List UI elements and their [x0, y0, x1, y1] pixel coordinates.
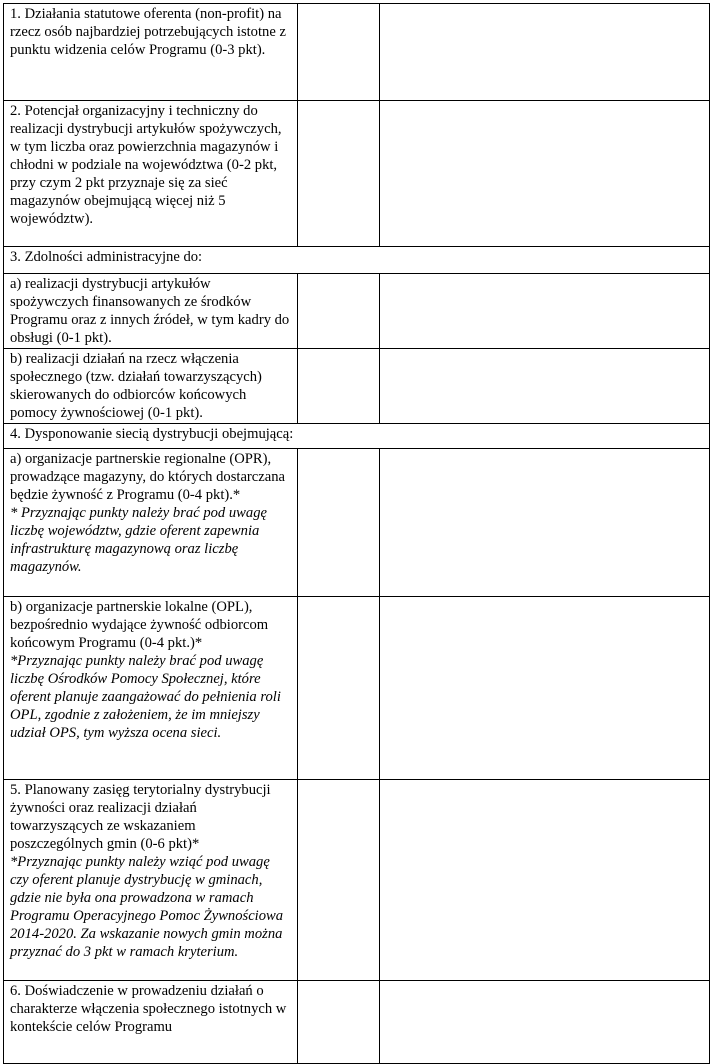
justification-cell — [380, 449, 710, 597]
criterion-text: 2. Potencjał organizacyjny i techniczny do realizacji dystrybucji artykułów spożywczych, w tym liczba oraz powierzchnia magazynów i chłodni w podziale na województwa (0-2 pkt, przy czym 2 pkt przyznaje się za sieć magazynów obejmującą więcej niż 5 województw). — [10, 103, 282, 227]
criterion-cell — [4, 274, 298, 349]
criterion-cell — [4, 449, 298, 597]
criteria-table — [3, 3, 710, 1064]
criterion-text: 1. Działania statutowe oferenta (non-profit) na rzecz osób najbardziej potrzebujących istotne z punktu widzenia celów Programu (0-3 pkt). — [10, 6, 286, 58]
criteria-table-body — [4, 4, 710, 1064]
criterion-cell — [4, 981, 298, 1064]
justification-cell — [380, 349, 710, 424]
justification-cell — [380, 981, 710, 1064]
section-text: 4. Dysponowanie siecią dystrybucji obejmującą: — [10, 426, 294, 442]
score-cell — [298, 4, 380, 101]
score-cell — [298, 449, 380, 597]
score-cell — [298, 780, 380, 981]
table-row — [4, 4, 710, 101]
criterion-cell — [4, 4, 298, 101]
table-row — [4, 597, 710, 780]
table-row — [4, 101, 710, 247]
score-cell — [298, 101, 380, 247]
criterion-text: 6. Doświadczenie w prowadzeniu działań o charakterze włączenia społecznego istotnych w kontekście celów Programu — [10, 983, 287, 1035]
score-cell — [298, 274, 380, 349]
score-cell — [298, 597, 380, 780]
justification-cell — [380, 597, 710, 780]
criterion-note: * Przyznając punkty należy brać pod uwagę liczbę województw, gdzie oferent zapewnia infrastrukturę magazynową oraz liczbę magazynów. — [10, 505, 267, 575]
section-row — [4, 424, 710, 449]
table-row — [4, 780, 710, 981]
criterion-cell — [4, 780, 298, 981]
section-header-cell — [4, 424, 710, 449]
section-row — [4, 247, 710, 274]
justification-cell — [380, 4, 710, 101]
criterion-text: a) realizacji dystrybucji artykułów spożywczych finansowanych ze środków Programu oraz z innych źródeł, w tym kadry do obsługi (0-1 pkt). — [10, 276, 290, 346]
justification-cell — [380, 780, 710, 981]
criterion-cell — [4, 101, 298, 247]
score-cell — [298, 981, 380, 1064]
table-row — [4, 274, 710, 349]
criterion-note: *Przyznając punkty należy wziąć pod uwagę czy oferent planuje dystrybucję w gminach, gdzie nie była ona prowadzona w ramach Programu Operacyjnego Pomoc Żywnościowa 2014-2020. Za wskazanie nowych gmin można przyznać do 3 pkt w ramach kryterium. — [10, 854, 284, 960]
table-row — [4, 981, 710, 1064]
criterion-cell — [4, 597, 298, 780]
criterion-cell — [4, 349, 298, 424]
criterion-text: 5. Planowany zasięg terytorialny dystrybucji żywności oraz realizacji działań towarzyszących ze wskazaniem poszczególnych gmin (0-6 pkt)* — [10, 782, 271, 852]
criterion-note: *Przyznając punkty należy brać pod uwagę liczbę Ośrodków Pomocy Społecznej, które oferent planuje zaangażować do pełnienia roli OPL, zgodnie z założeniem, że im mniejszy udział OPS, tym wyższa ocena sieci. — [10, 653, 281, 741]
score-cell — [298, 349, 380, 424]
criterion-text: a) organizacje partnerskie regionalne (OPR), prowadzące magazyny, do których dostarczana będzie żywność z Programu (0-4 pkt).* — [10, 451, 285, 503]
section-header-cell — [4, 247, 710, 274]
criterion-text: b) realizacji działań na rzecz włączenia społecznego (tzw. działań towarzyszących) skierowanych do odbiorców końcowych pomocy żywnościowej (0-1 pkt). — [10, 351, 262, 421]
criterion-text: b) organizacje partnerskie lokalne (OPL), bezpośrednio wydające żywność odbiorcom końcowym Programu (0-4 pkt.)* — [10, 599, 269, 651]
table-row — [4, 349, 710, 424]
section-text: 3. Zdolności administracyjne do: — [10, 249, 203, 265]
justification-cell — [380, 274, 710, 349]
justification-cell — [380, 101, 710, 247]
table-row — [4, 449, 710, 597]
